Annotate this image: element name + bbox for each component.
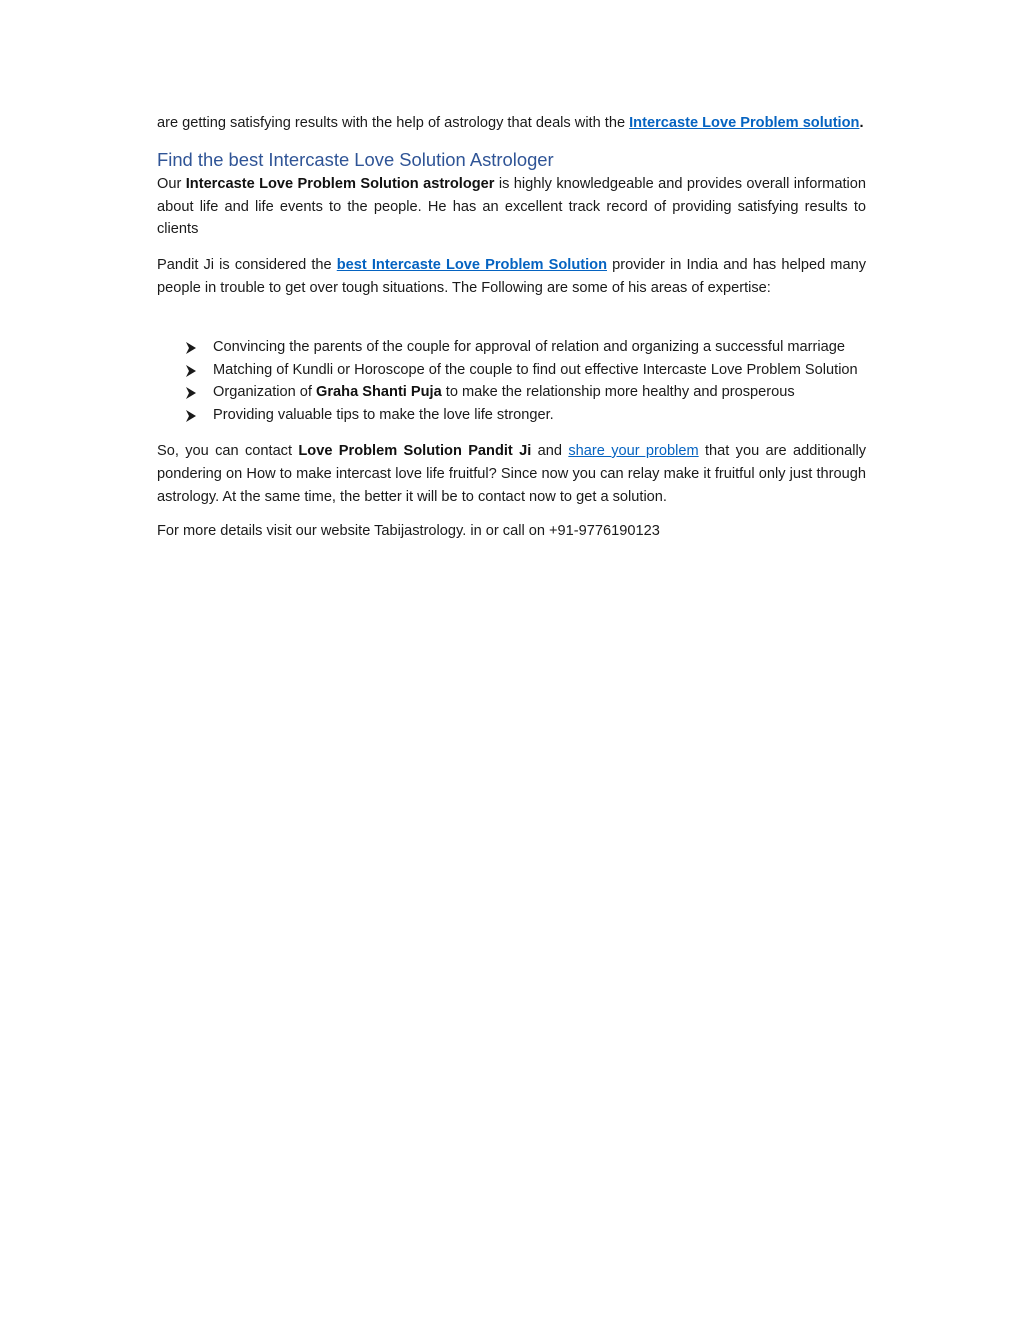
astrologer-paragraph-post: is highly knowledgeable and provides overall information about life and life events to the people. He has an excellent track record of providing satisfying results to clients <box>157 175 866 238</box>
arrowhead-bullet-icon <box>185 381 199 403</box>
graha-shanti-puja-bold: Graha Shanti Puja <box>316 384 442 401</box>
intro-text: are getting satisfying results with the help of astrology that deals with the <box>157 115 630 131</box>
contact-mid: and <box>531 442 569 459</box>
expertise-list <box>157 336 866 427</box>
intercaste-love-problem-solution-link[interactable]: Intercaste Love Problem solution <box>629 115 860 131</box>
astrologer-paragraph <box>157 173 866 241</box>
expertise-item-text: Matching of Kundli or Horoscope of the couple to find out effective Intercaste Love Problem Solution <box>213 361 858 378</box>
contact-post: that you are additionally pondering on How to make intercast love life fruitful? Since now you can relay make it fruitful only just through astrology. At the same time, the better it will be to contact now to get a solution. <box>157 442 866 505</box>
section-heading: Find the best Intercaste Love Solution Astrologer <box>157 148 554 170</box>
contact-pre: So, you can contact <box>157 442 299 459</box>
best-intercaste-love-problem-solution-link[interactable]: best Intercaste Love Problem Solution <box>336 257 608 274</box>
intro-period: . <box>859 115 864 131</box>
document-page <box>157 112 866 543</box>
expertise-item-text: Providing valuable tips to make the love life stronger. <box>213 407 554 424</box>
contact-paragraph <box>157 440 866 508</box>
astrologer-paragraph-bold: Intercaste Love Problem Solution astrologer <box>185 175 495 192</box>
arrowhead-bullet-icon <box>185 336 199 358</box>
expertise-item <box>157 336 866 359</box>
pandit-paragraph <box>157 254 866 300</box>
expertise-item-text: Convincing the parents of the couple for approval of relation and organizing a successful marriage <box>213 338 845 355</box>
expertise-item <box>157 404 866 427</box>
pandit-paragraph-post: provider in India and has helped many people in trouble to get over tough situations. The Following are some of his areas of expertise: <box>157 257 866 296</box>
expertise-item <box>157 359 866 382</box>
arrowhead-bullet-icon <box>185 404 199 426</box>
astrologer-paragraph-pre: Our <box>157 175 186 192</box>
arrowhead-bullet-icon <box>185 359 199 381</box>
expertise-item <box>157 381 866 404</box>
footer-contact-line: For more details visit our website Tabijastrology. in or call on +91-9776190123 <box>157 523 660 540</box>
pandit-paragraph-pre: Pandit Ji is considered the <box>157 257 337 274</box>
expertise-item-pre: Organization of <box>213 384 317 401</box>
contact-bold: Love Problem Solution Pandit Ji <box>298 442 532 459</box>
intro-paragraph <box>157 112 866 135</box>
share-your-problem-link[interactable]: share your problem <box>568 442 699 459</box>
expertise-item-post: to make the relationship more healthy and prosperous <box>441 384 795 401</box>
